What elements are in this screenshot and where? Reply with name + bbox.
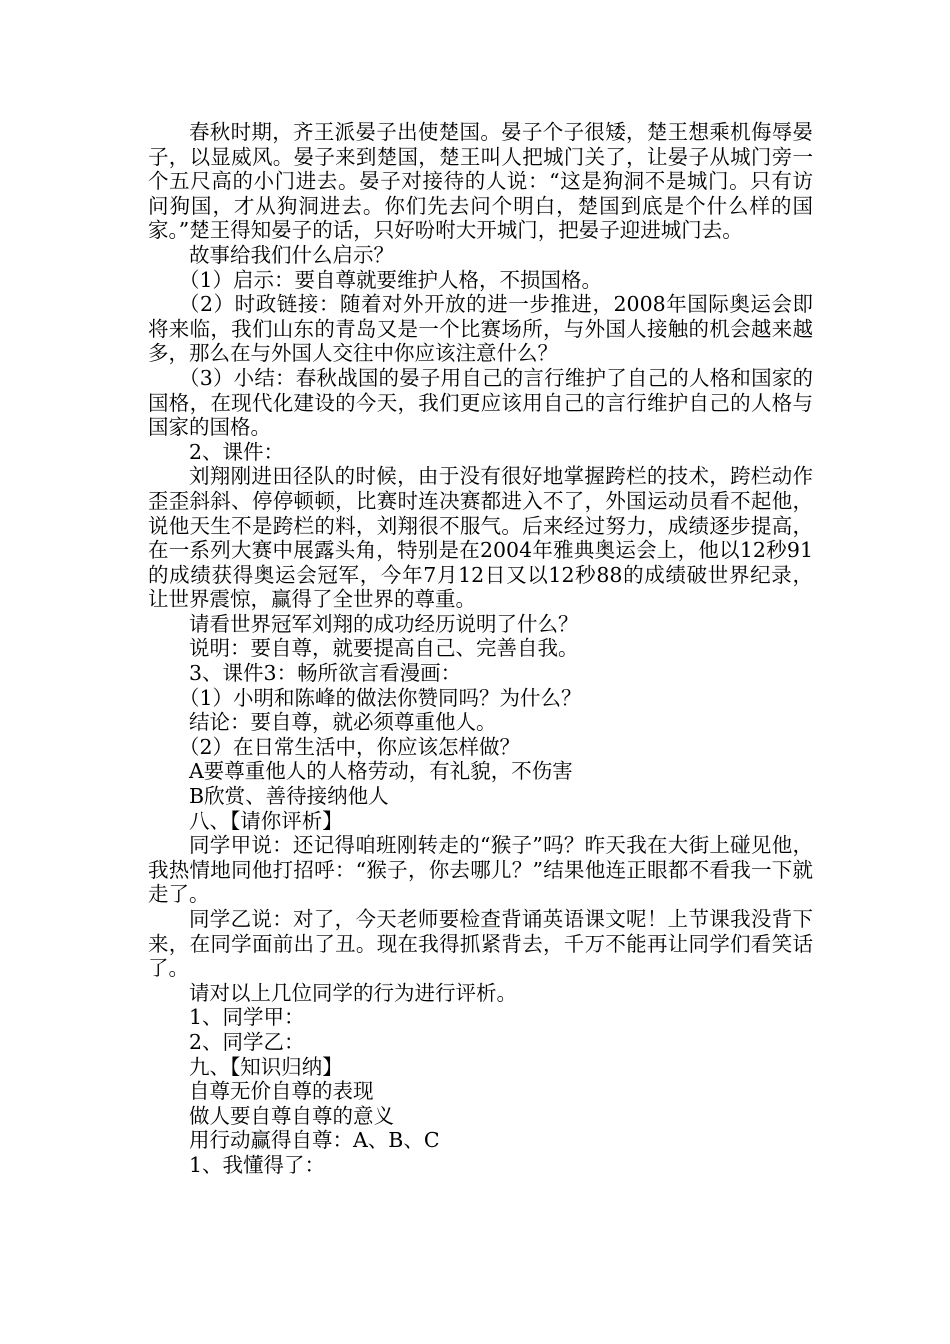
question-paragraph: （1）小明和陈峰的做法你赞同吗？为什么？ [179,685,582,710]
list-item: 自尊无价自尊的表现 [189,1079,374,1104]
student-a-paragraph: 同学甲说：还记得咱班刚转走的“猴子”吗？昨天我在大街上碰见他，我热情地同他打招呼：“猴子，你去哪儿？”结果他连正眼都不看我一下就走了。 [148,833,813,907]
question-paragraph: 请看世界冠军刘翔的成功经历说明了什么？ [189,611,579,636]
list-item: 1、我懂得了： [189,1152,326,1177]
instruction-paragraph: 请对以上几位同学的行为进行评析。 [189,980,517,1005]
document-body [148,120,813,1178]
student-b-paragraph: 同学乙说：对了，今天老师要检查背诵英语课文呢！上节课我没背下来，在同学面前出了丑。现在我得抓紧背去，千万不能再让同学们看笑话了。 [148,907,813,981]
summary-paragraph: （3）小结：春秋战国的晏子用自己的言行维护了自己的人格和国家的国格，在现代化建设的今天，我们更应该用自己的言行维护自己的人格与国家的国格。 [148,365,813,440]
section-heading: 九、【知识归纳】 [189,1054,343,1079]
list-item: 1、同学甲： [189,1005,305,1030]
question-paragraph: 故事给我们什么启示？ [189,242,394,267]
list-item: 用行动赢得自尊：A、B、C [189,1128,440,1153]
courseware-heading: 2、课件： [189,439,285,464]
current-affairs-paragraph: （2）时政链接：随着对外开放的进一步推进，2008年国际奥运会即将来临，我们山东的青岛又是一个比赛场所，与外国人接触的机会越来越多，那么在与外国人交往中你应该注意什么？ [148,292,813,366]
list-item: 2、同学乙： [189,1029,305,1054]
explanation-paragraph: 说明：要自尊，就要提高自己、完善自我。 [189,636,579,661]
section-heading: 八、【请你评析】 [189,808,343,833]
courseware-heading: 3、课件3：畅所欲言看漫画： [189,661,462,686]
list-item: 做人要自尊自尊的意义 [189,1103,394,1128]
list-item: B欣赏、善待接纳他人 [189,784,389,809]
question-paragraph: （2）在日常生活中，你应该怎样做？ [179,734,521,759]
liu-xiang-paragraph: 刘翔刚进田径队的时候，由于没有很好地掌握跨栏的技术，跨栏动作歪歪斜斜、停停顿顿，比赛时连决赛都进入不了，外国运动员看不起他，说他天生不是跨栏的料，刘翔很不服气。后来经过努力，成绩逐步提高，在一系列大赛中展露头角，特别是在2004年雅典奥运会上，他以12秒91的成绩获得奥运会冠军，今年7月12日又以12秒88的成绩破世界纪录，让世界震惊，赢得了全世界的尊重。 [148,464,813,612]
conclusion-paragraph: 结论：要自尊，就必须尊重他人。 [189,710,497,735]
story-paragraph: 春秋时期，齐王派晏子出使楚国。晏子个子很矮，楚王想乘机侮辱晏子，以显威风。晏子来到楚国，楚王叫人把城门关了，让晏子从城门旁一个五尺高的小门进去。晏子对接待的人说：“这是狗洞不是城门。只有访问狗国，才从狗洞进去。你们先去问个明白，楚国到底是个什么样的国家。”楚王得知晏子的话，只好吩咐大开城门，把晏子迎进城门去。 [148,120,813,243]
inspiration-paragraph: （1）启示：要自尊就要维护人格，不损国格。 [179,267,603,292]
list-item: A要尊重他人的人格劳动，有礼貌，不伤害 [189,759,573,784]
